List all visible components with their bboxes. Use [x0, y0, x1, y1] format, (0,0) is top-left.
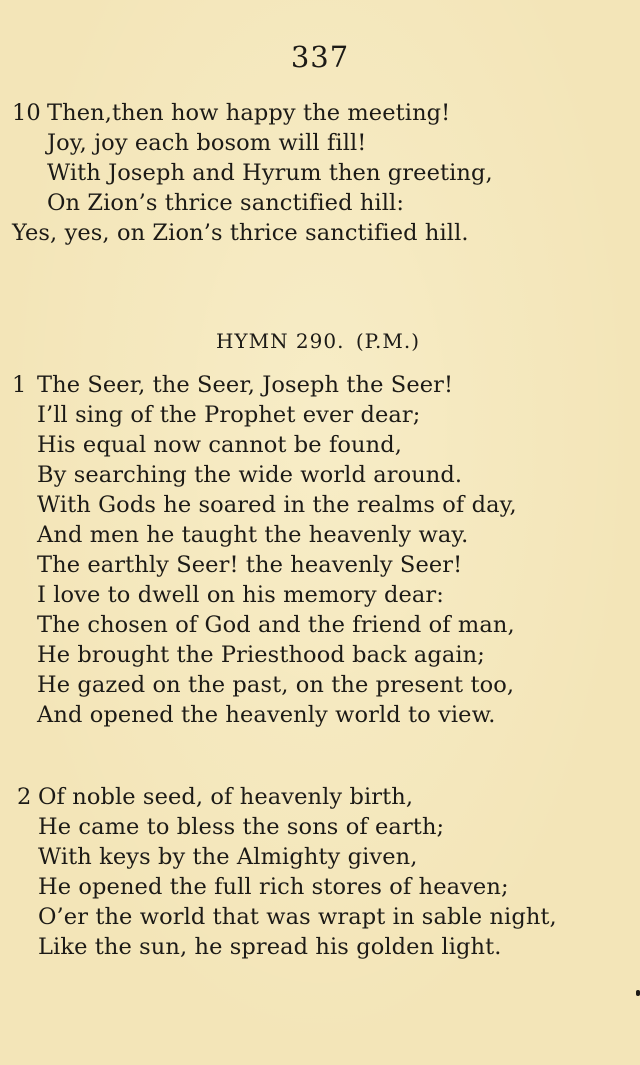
- verse-line: O’er the world that was wrapt in sable night,: [38, 904, 557, 930]
- verse-line: I love to dwell on his memory dear:: [37, 582, 444, 608]
- hymn-title: HYMN 290.: [215, 329, 345, 353]
- verse-line: He gazed on the past, on the present too,: [37, 672, 515, 698]
- verse-line: He brought the Priesthood back again;: [37, 642, 485, 668]
- verse-line: He came to bless the sons of earth;: [38, 814, 445, 840]
- verse-number: 1: [12, 372, 27, 398]
- verse-line: I’ll sing of the Prophet ever dear;: [37, 402, 421, 428]
- verse-line: Like the sun, he spread his golden light.: [38, 934, 502, 960]
- verse-line: Of noble seed, of heavenly birth,: [38, 784, 414, 810]
- hymn-meter: (P.M.): [355, 329, 421, 353]
- verse-line: His equal now cannot be found,: [37, 432, 402, 458]
- verse-line: With keys by the Almighty given,: [38, 844, 418, 870]
- verse-line: The Seer, the Seer, Joseph the Seer!: [37, 372, 454, 398]
- page-number: 337: [290, 40, 350, 74]
- verse-line: Then,then how happy the meeting!: [47, 100, 451, 126]
- verse-line: With Joseph and Hyrum then greeting,: [47, 160, 493, 186]
- verse-line: Yes, yes, on Zion’s thrice sanctified hill.: [12, 220, 469, 246]
- verse-line: He opened the full rich stores of heaven;: [38, 874, 509, 900]
- verse-line: Joy, joy each bosom will fill!: [47, 130, 367, 156]
- ink-speck: [636, 990, 640, 996]
- verse-line: The earthly Seer! the heavenly Seer!: [37, 552, 463, 578]
- verse-number: 2: [17, 784, 32, 810]
- verse-line: And opened the heavenly world to view.: [37, 702, 496, 728]
- verse-line: By searching the wide world around.: [37, 462, 463, 488]
- verse-line: With Gods he soared in the realms of day,: [37, 492, 517, 518]
- hymn-heading: [0, 326, 640, 356]
- verse-number: 10: [12, 100, 41, 126]
- verse-line: And men he taught the heavenly way.: [37, 522, 469, 548]
- verse-line: The chosen of God and the friend of man,: [37, 612, 515, 638]
- verse-line: On Zion’s thrice sanctified hill:: [47, 190, 405, 216]
